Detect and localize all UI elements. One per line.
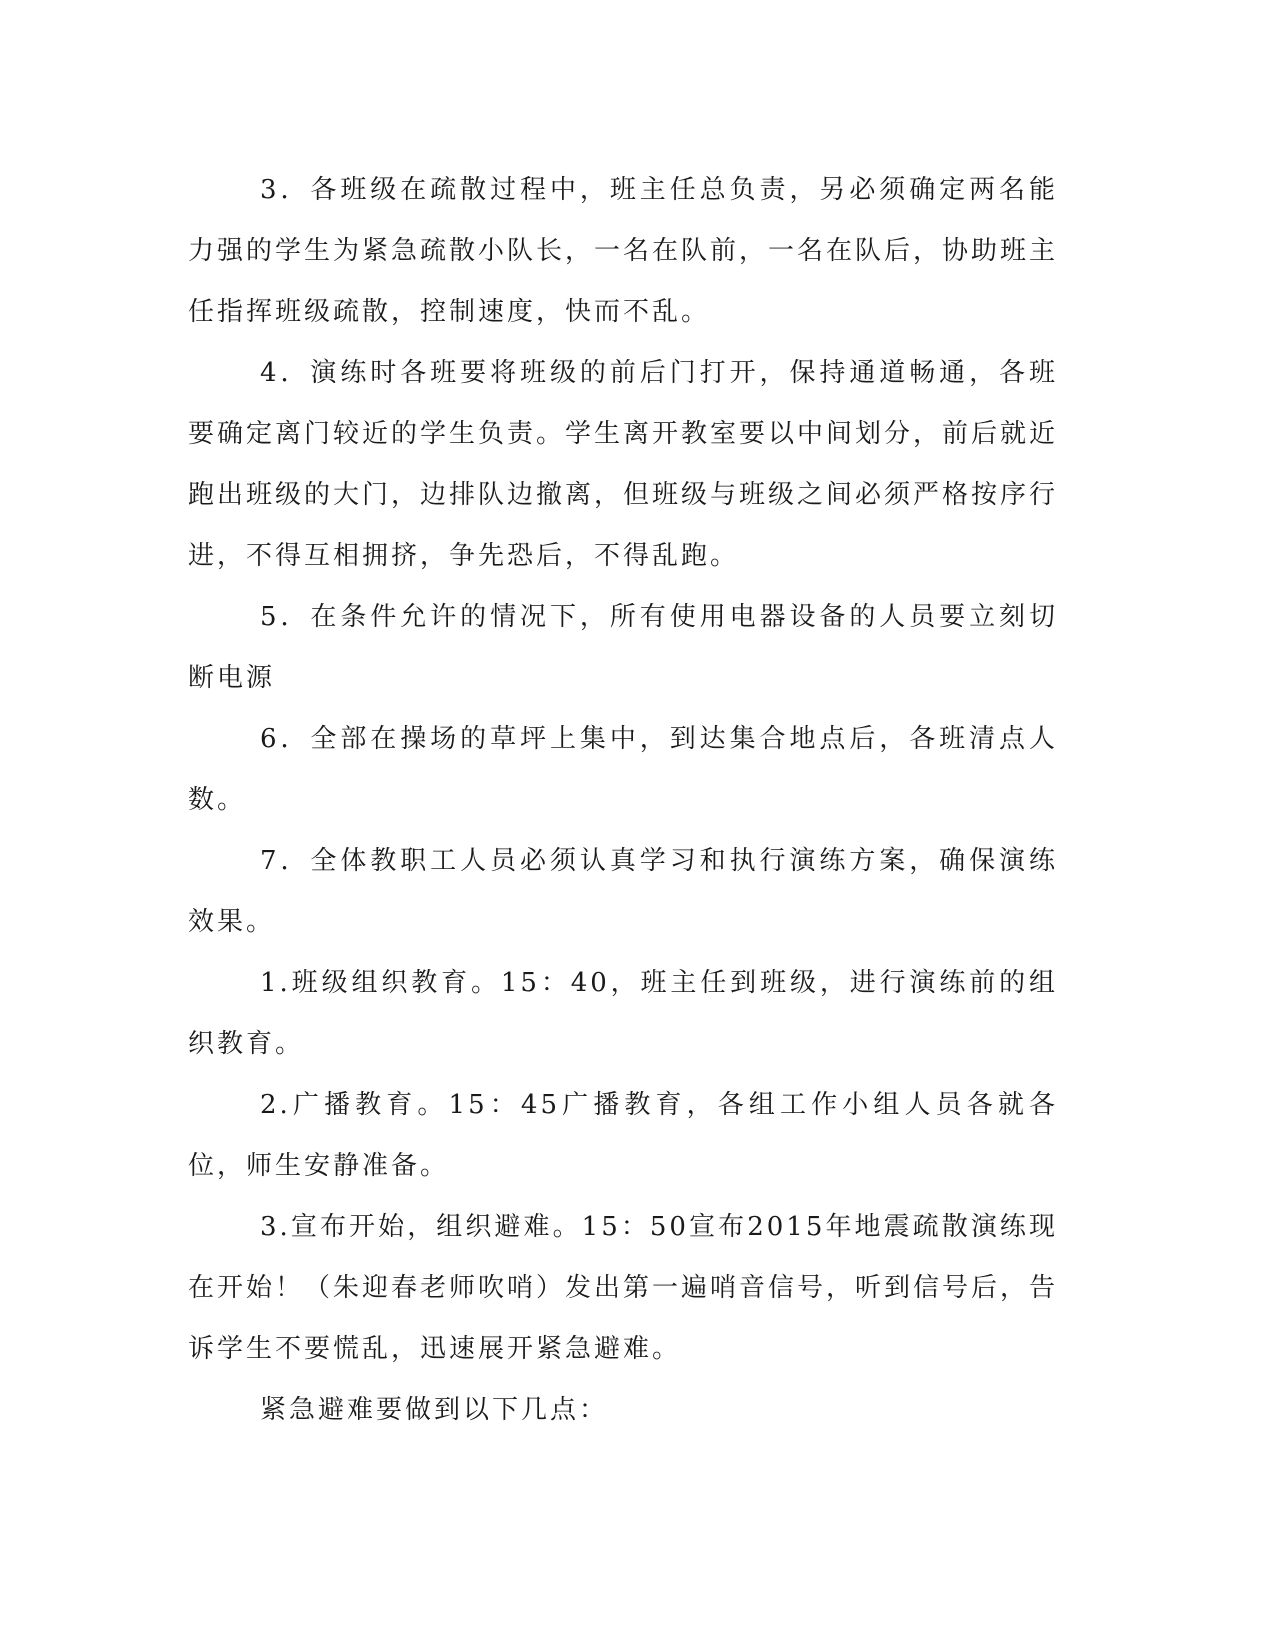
paragraph-emergency-points-heading: 紧急避难要做到以下几点： — [260, 1395, 609, 1425]
paragraph-open-doors: 4．演练时各班要将班级的前后门打开，保持通道畅通，各班要确定离门较近的学生负责。学生离开教室要以中间划分，前后就近跑出班级的大门，边排队边撤离，但班级与班级之间必须严格按序行进，不得互相拥挤，争先恐后，不得乱跑。 — [188, 358, 1059, 571]
paragraph-staff-study-plan: 7．全体教职工人员必须认真学习和执行演练方案，确保演练效果。 — [188, 846, 1058, 937]
paragraph-broadcast-education: 2.广播教育。15：45广播教育，各组工作小组人员各就各位，师生安静准备。 — [188, 1090, 1058, 1181]
paragraph-cut-power: 5．在条件允许的情况下，所有使用电器设备的人员要立刻切断电源 — [188, 602, 1058, 693]
paragraph-assemble-headcount: 6．全部在操场的草坪上集中，到达集合地点后，各班清点人数。 — [188, 724, 1058, 815]
document-page — [188, 160, 1058, 1441]
paragraph-announce-start: 3.宣布开始，组织避难。15：50宣布2015年地震疏散演练现在开始！（朱迎春老师吹哨）发出第一遍哨音信号，听到信号后，告诉学生不要慌乱，迅速展开紧急避难。 — [188, 1212, 1059, 1364]
paragraph-evacuation-class-leaders: 3．各班级在疏散过程中，班主任总负责，另必须确定两名能力强的学生为紧急疏散小队长，一名在队前，一名在队后，协助班主任指挥班级疏散，控制速度，快而不乱。 — [188, 175, 1059, 327]
paragraph-class-education: 1.班级组织教育。15：40，班主任到班级，进行演练前的组织教育。 — [188, 968, 1058, 1059]
